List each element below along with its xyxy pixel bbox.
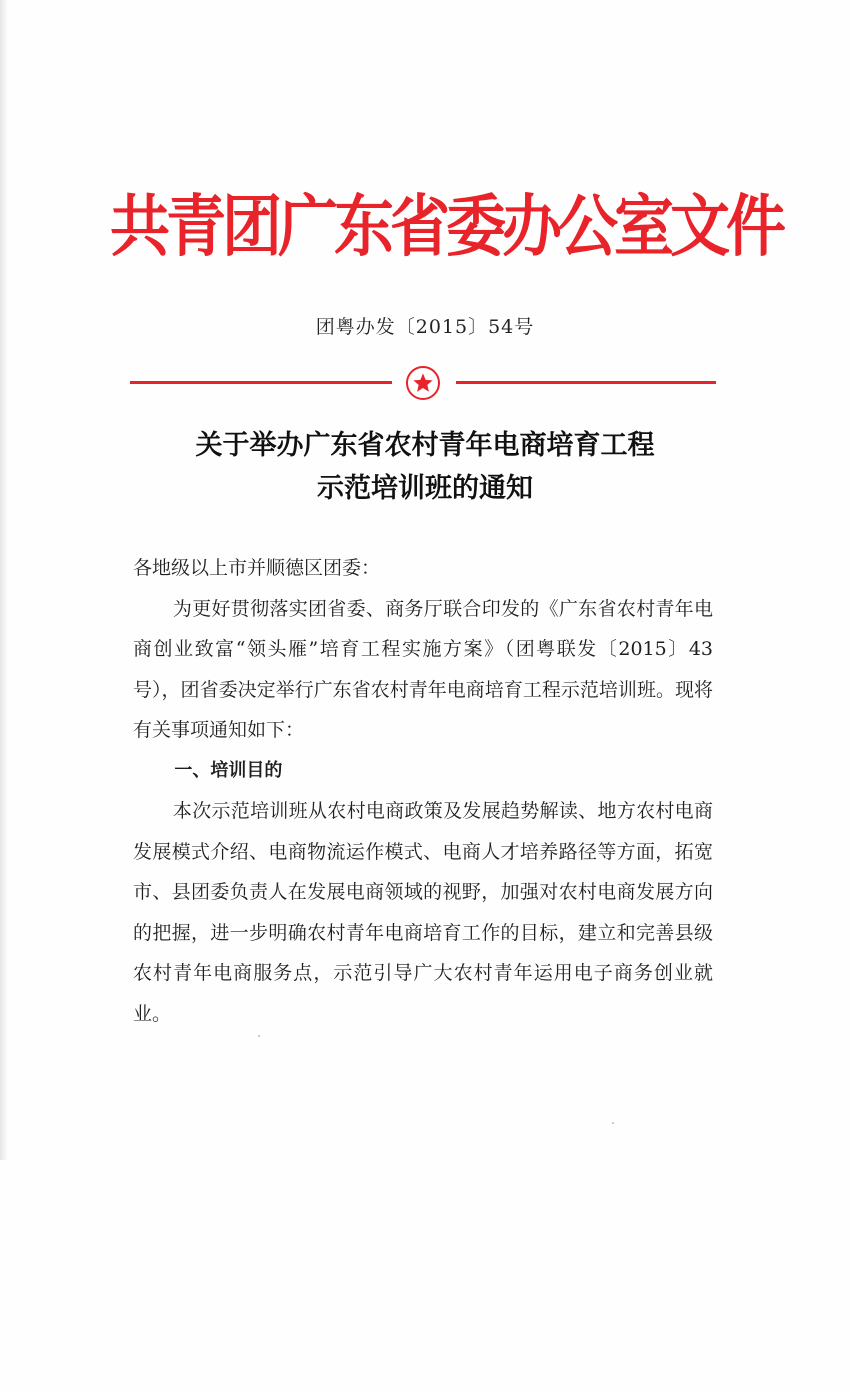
star-emblem-icon [406,366,440,400]
intro-paragraph: 为更好贯彻落实团省委、商务厅联合印发的《广东省农村青年电商创业致富“领头雁”培育工程实施方案》（团粤联发〔2015〕43号），团省委决定举行广东省农村青年电商培育工程示范培训班。现将有关事项通知如下： [133,597,713,741]
scan-speck [258,1035,260,1037]
star-icon [412,372,434,394]
section1-heading: 一、培训目的 [174,759,283,781]
notice-title-line2: 示范培训班的通知 [317,473,533,504]
header-rule-left [130,381,392,384]
salutation: 各地级以上市并顺德区团委： [133,557,381,579]
header-rule-right [456,381,716,384]
section1-paragraph: 本次示范培训班从农村电商政策及发展趋势解读、地方农村电商发展模式介绍、电商物流运作模式、电商人才培养路径等方面，拓宽市、县团委负责人在发展电商领域的视野，加强对农村电商发展方向的把握，进一步明确农村青年电商培育工作的目标，建立和完善县级农村青年电商服务点，示范引导广大农村青年运用电子商务创业就业。 [133,800,713,1025]
notice-title-line1: 关于举办广东省农村青年电商培育工程 [195,430,655,461]
scan-speck [612,1122,614,1124]
organization-header: 共青团广东省委办公室文件 [110,187,782,267]
notice-body [133,548,713,1034]
scan-edge-shadow [0,0,8,1160]
document-number: 团粤办发〔2015〕54号 [315,316,535,338]
